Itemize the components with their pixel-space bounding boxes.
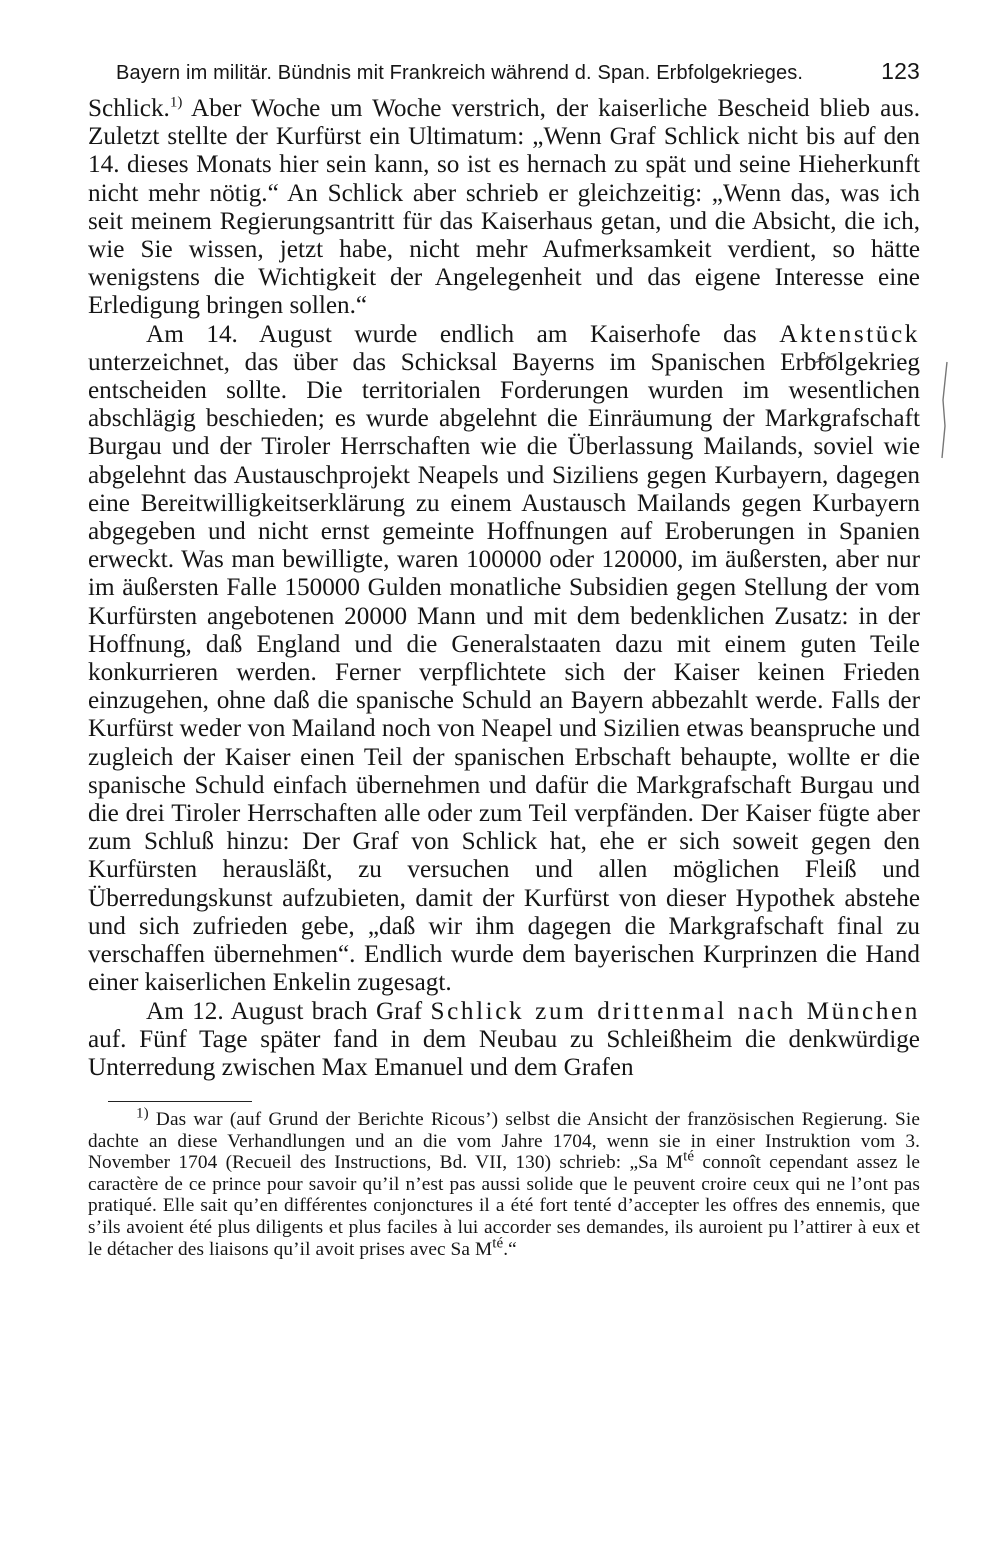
margin-pencil-stroke	[938, 360, 952, 460]
paragraph-2	[88, 321, 920, 998]
majeste-abbreviation-2: té	[492, 1235, 504, 1252]
paragraph-2-start: Am 14. August wurde endlich am Kaiserhofe das	[146, 320, 780, 348]
emphasized-phrase-schlick: Schlick zum drittenmal nach München	[430, 997, 920, 1025]
running-title: Bayern im militär. Bündnis mit Frankreich während d. Span. Erbfolgekrieges.	[116, 62, 804, 84]
majeste-abbreviation-1: té	[683, 1148, 695, 1165]
running-head	[116, 58, 920, 85]
footnote-text-b: connoît cependant assez le caractère de ce prince pour savoir qu’il n’est pas aussi solide que le peuvent croire ceux qui ne l’ont pas pratiqué. Elle sait qu’en différentes conjonctures il a été fort tenté d’accepter les offres des ennemis, que s’ils avoient été plus diligents et plus faciles à lui accorder ses demandes, ils auroient pu l’attirer à eux et le détacher des liaisons qu’il avoit prises avec Sa M	[88, 1152, 921, 1260]
paragraph-3-start: Am 12. August brach Graf	[146, 997, 431, 1025]
footnote-text-c: .“	[503, 1238, 517, 1260]
paragraph-3-text: auf. Fünf Tage später fand in dem Neubau zu Schleißheim die denkwürdige Unterredung zwischen Max Emanuel und dem Grafen	[88, 1025, 920, 1081]
pencil-tick-icon	[812, 352, 840, 366]
page-number: 123	[881, 58, 920, 84]
paragraph-1	[88, 95, 920, 321]
paragraph-3	[88, 998, 920, 1083]
margin-line-icon	[938, 360, 952, 460]
inline-pencil-mark	[812, 352, 840, 366]
emphasized-term-aktenstueck: Aktenstück	[779, 320, 920, 348]
paragraph-2-text: unterzeichnet, das über das Schicksal Bayerns im Spanischen Erbfolgekrieg entscheiden sollte. Die territorialen Forderungen wurden im wesentlichen abschlägig beschieden; es wurde abgelehnt die Einräumung der Markgrafschaft Burgau und der Tiroler Herrschaften wie die Überlassung Mailands, soviel wie abgelehnt das Austauschprojekt Neapels und Siziliens gegen Kurbayern, dagegen eine Bereitwilligkeitserklärung zu einem Austausch Mailands gegen Kurbayern abgegeben und nicht ernst gemeinte Hoffnungen auf Eroberungen in Spanien erweckt. Was man bewilligte, waren 100000 oder 120000, im äußersten, aber nur im äußersten Falle 150000 Gulden monatliche Subsidien gegen Stellung der vom Kurfürsten angebotenen 20000 Mann und mit dem bedenklichen Zusatz: in der Hoffnung, daß England und die Generalstaaten dazu mit einem guten Teile konkurrieren werden. Ferner verpflichtete sich der Kaiser keinen Frieden einzugehen, ohne daß die spanische Schuld an Bayern abbezahlt werde. Falls der Kurfürst weder von Mailand noch von Neapel und Sizilien etwas beanspruche und zugleich der Kaiser einen Teil der spanischen Erbschaft behaupte, wollte er die spanische Schuld einfach übernehmen und dafür die Markgrafschaft Burgau und die drei Tiroler Herrschaften alle oder zum Teil verpfänden. Der Kaiser fügte aber zum Schluß hinzu: Der Graf von Schlick hat, ehe er sich soweit gegen den Kurfürsten herausläßt, zu versuchen und allen möglichen Fleiß und Überredungskunst aufzubieten, damit der Kurfürst von dieser Hypothek abstehe und sich zufrieden gebe, „daß wir ihm dagegen die Markgrafschaft final zu verschaffen übernehmen“. Endlich wurde dem bayerischen Kurprinzen die Hand einer kaiserlichen Enkelin zugesagt.	[88, 348, 920, 997]
footnote-text-a: Das war (auf Grund der Berichte Ricous’) selbst die Ansicht der französischen Regierung. Sie dachte an diese Verhandlungen und an die vom Jahre 1704, wenn sie in einer Instruktion vom 3. November 1704 (Recueil des Instructions, Bd. VII, 130) schrieb: „Sa M	[88, 1109, 920, 1174]
footnote-reference: 1)	[169, 94, 183, 111]
footnote-marker: 1)	[136, 1105, 149, 1122]
book-page	[88, 58, 920, 1260]
paragraph-1-text: Aber Woche um Woche verstrich, der kaiserliche Bescheid blieb aus. Zuletzt stellte der Kurfürst ein Ultimatum: „Wenn Graf Schlick nicht bis auf den 14. dieses Monats hier sein kann, so ist es hernach zu spät und seine Hieherkunft nicht mehr nötig.“ An Schlick aber schrieb er gleichzeitig: „Wenn das, was ich seit meinem Regierungsantritt für das Kaiserhaus getan, und die Absicht, die ich, wie Sie wissen, jetzt habe, nicht mehr Aufmerksamkeit verdient, so hätte wenigstens die Wichtigkeit der Angelegenheit und das eigene Interesse eine Erledigung bringen sollen.“	[88, 95, 920, 320]
footnote-divider	[108, 1101, 252, 1102]
body-text	[88, 95, 920, 1082]
paragraph-1-start: Schlick.	[88, 95, 170, 122]
footnotes	[88, 1105, 921, 1260]
footnote-1	[88, 1105, 921, 1260]
